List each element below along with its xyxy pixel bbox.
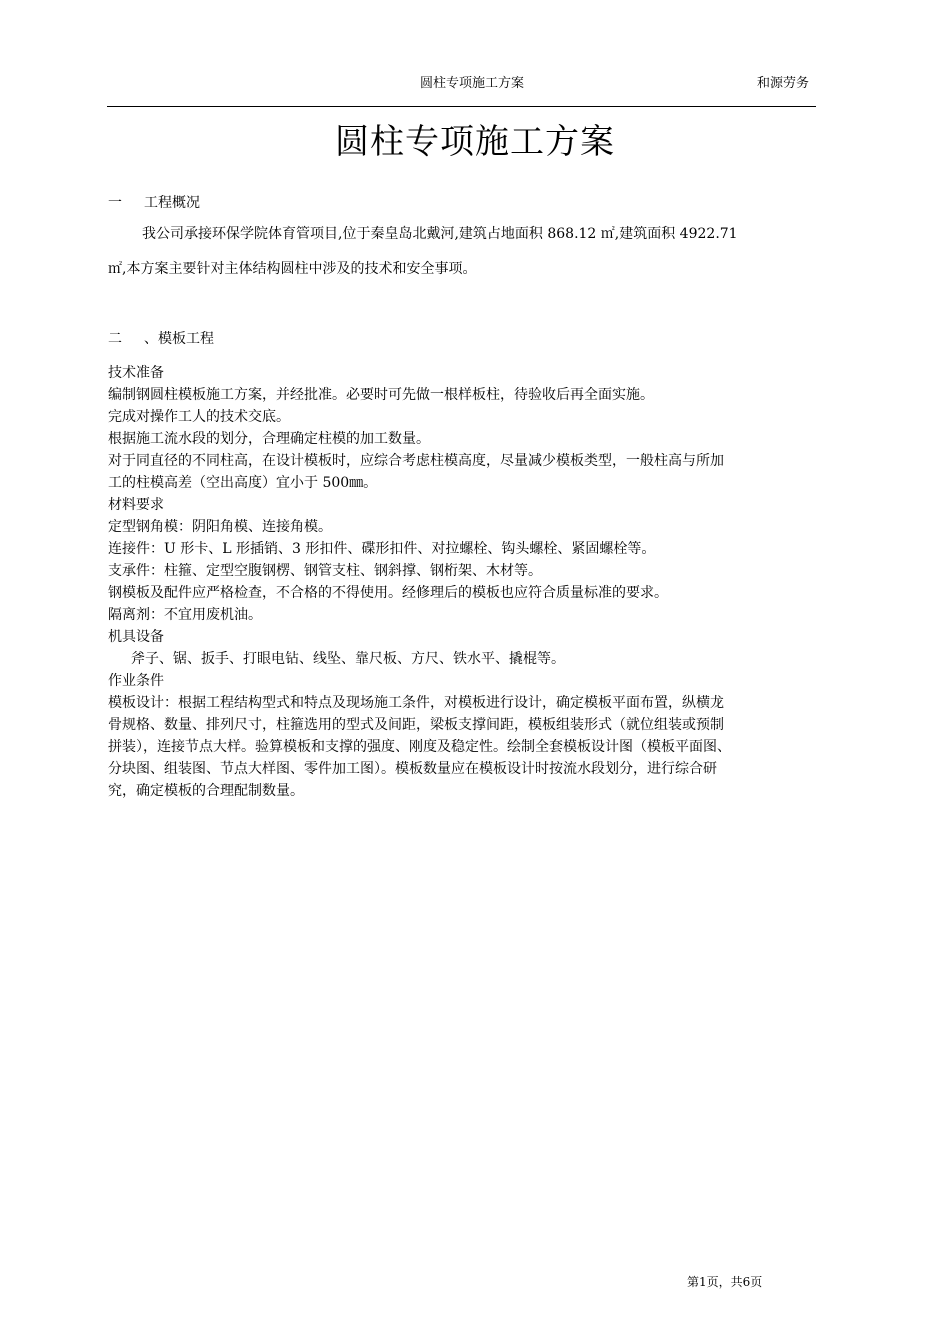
- line-9: 支承件：柱箍、定型空腹钢楞、钢管支柱、钢斜撑、钢桁架、木材等。: [108, 563, 542, 579]
- work-line-2: 骨规格、数量、排列尺寸，柱箍选用的型式及间距，梁板支撑间距，模板组装形式（就位组装或预制: [108, 717, 724, 733]
- line-tools: 斧子、锯、扳手、打眼电钻、线坠、靠尺板、方尺、铁水平、撬棍等。: [131, 651, 565, 667]
- line-7: 定型钢角模：阴阳角模、连接角模。: [108, 519, 332, 535]
- line-11: 隔离剂：不宜用废机油。: [108, 607, 262, 623]
- section-1-para-line-2: ㎡,本方案主要针对主体结构圆柱中涉及的技术和安全事项。: [108, 261, 477, 277]
- page-footer: 第1页，共6页: [687, 1275, 763, 1289]
- section-2-title: 、模板工程: [144, 331, 214, 347]
- section-1-number: 一: [108, 195, 122, 211]
- section-2-number: 二: [108, 331, 122, 347]
- line-4: 对于同直径的不同柱高，在设计模板时，应综合考虑柱模高度，尽量减少模板类型，一般柱高与所加: [108, 453, 724, 469]
- section-1-title: 工程概况: [144, 195, 200, 211]
- header-title: 圆柱专项施工方案: [420, 76, 525, 91]
- work-line-4: 分块图、组装图、节点大样图、零件加工图）。模板数量应在模板设计时按流水段划分，进行综合研: [108, 761, 717, 777]
- section-2-heading: [108, 328, 214, 348]
- work-line-1: 模板设计：根据工程结构型式和特点及现场施工条件，对模板进行设计，确定模板平面布置，纵横龙: [108, 695, 724, 711]
- line-3: 根据施工流水段的划分，合理确定柱模的加工数量。: [108, 431, 430, 447]
- work-line-3: 拼装），连接节点大样。验算模板和支撑的强度、刚度及稳定性。绘制全套模板设计图（模板平面图、: [108, 739, 731, 755]
- line-tech-prep: 技术准备: [108, 365, 164, 381]
- line-8: 连接件：U 形卡、L 形插销、3 形扣件、碟形扣件、对拉螺栓、钩头螺栓、紧固螺栓等。: [108, 541, 656, 557]
- work-line-5: 究，确定模板的合理配制数量。: [108, 783, 304, 799]
- line-1: 编制钢圆柱模板施工方案，并经批准。必要时可先做一根样板柱，待验收后再全面实施。: [108, 387, 654, 403]
- document-title: 圆柱专项施工方案: [335, 122, 615, 162]
- line-equipment: 机具设备: [108, 629, 164, 645]
- header-rule: [107, 106, 816, 107]
- line-5: 工的柱模高差（空出高度）宜小于 500㎜。: [108, 475, 378, 491]
- line-10: 钢模板及配件应严格检查，不合格的不得使用。经修理后的模板也应符合质量标准的要求。: [108, 585, 668, 601]
- section-1-heading: [108, 192, 200, 212]
- line-2: 完成对操作工人的技术交底。: [108, 409, 290, 425]
- header-company: 和源劳务: [757, 76, 810, 91]
- section-1-para-line-1: 我公司承接环保学院体育管项目,位于秦皇岛北戴河,建筑占地面积 868.12 ㎡,建筑面积 4922.71: [142, 226, 738, 242]
- line-work-conditions: 作业条件: [108, 673, 164, 689]
- line-material-req: 材料要求: [108, 497, 164, 513]
